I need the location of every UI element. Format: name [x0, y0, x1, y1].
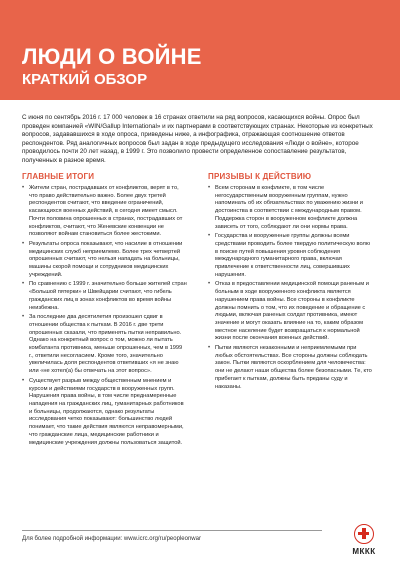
list-item: • Государства и вооруженные группы должны всеми средствами проводить более твердую политическую волю в поиске путей повышения уровня соблюдения международного гуманитарного права, включая привлечение к ответственности лиц, совершивших нарушения. [208, 233, 374, 279]
intro-paragraph: С июня по сентябрь 2016 г. 17 000 человек в 16 странах ответили на ряд вопросов, касающихся войны. Опрос был проведен компанией «WIN/Gallup International» и их партнерами в соответствующих странах. Некоторые из конкретных вопросов, задававшихся в ходе опроса, приведены ниже, а инфографика, отражающая соотношение ответов респондентов. Ряд аналогичных вопросов был задан в ходе предыдущего исследования «Люди о войне», которое проводилось почти 20 лет назад, в 1999 г. Это позволило провести определенное сопоставление результатов, полученных в разное время. [22, 114, 373, 164]
footer-divider [22, 530, 322, 531]
list-item: • Всем сторонам в конфликте, в том числе негосударственным вооруженным группам, нужно напоминать об их обязательствах по уважению жизни и достоинства в соответствии с международным правом. Поддержка сторон в вооруженном конфликте должна зависеть от того, соблюдают ли они нормы права. [208, 185, 374, 231]
footer-link-text[interactable]: Для более подробной информации: www.icrc.org/ru/peopleonwar [22, 536, 201, 542]
page-subtitle: КРАТКИЙ ОБЗОР [22, 71, 148, 88]
key-findings-column [22, 172, 188, 449]
red-cross-icon [354, 524, 374, 544]
list-item: • Существует разрыв между общественным мнением и курсом и действиями государств в вооруженных групп. Нарушения права войны, в том числе преднамеренные нападения на гражданских лиц, гуманитарных работников и больницы, продолжаются, однако результаты исследования четко показывают: большинство людей понимает, что такие действия являются неправомерными, что гражданские лица, медицинские работники и медицинские учреждения должны пользоваться защитой. [22, 378, 188, 447]
list-item: • Жители стран, пострадавших от конфликтов, верят в то, что право действительно важно. Более двух третей респондентов считают, что введение ограничений, касающихся военных действий, в сегодня имеет смысл. Почти половина опрошенных в странах, пострадавших от конфликтов, считают, что Женевские конвенции не позволяют войнам становиться более жестокими. [22, 185, 188, 239]
list-item: • Результаты опроса показывают, что насилие в отношении медицинских служб неприемлемо. Более трех четвертей опрошенных считают, что нельзя нападать на больницы, машины скорой помощи и сотрудников медицинских учреждений. [22, 241, 188, 280]
key-findings-list [22, 185, 188, 447]
list-item: • По сравнению с 1999 г. значительно больше жителей стран «Большой пятерки» и Швейцарии считают, что гибель гражданских лиц в зонах конфликтов во время войны неизбежна. [22, 281, 188, 312]
header-banner [0, 0, 400, 100]
key-findings-heading: ГЛАВНЫЕ ИТОГИ [22, 172, 95, 181]
list-item: • За последние два десятилетия произошел сдвиг в отношении общества к пыткам. В 2016 г. две трети опрошенных сказали, что применять пытки неправильно. Однако на конкретный вопрос о том, можно ли пытать комбатанта противника, меньше опрошенных, чем в 1999 г., ответили несогласием. Кроме того, значительно увеличилась доля респондентов ответивших «я не знаю или «не хотел(а) бы отвечать на этот вопрос». [22, 314, 188, 376]
page-title: ЛЮДИ О ВОЙНЕ [22, 44, 202, 69]
list-item: • Пытки являются незаконными и неприемлемыми при любых обстоятельствах. Все стороны должны соблюдать закон. Пытки являются оскорблением для человечества: они не делают наши общества более безопасными. Те, кто прибегает к пыткам, должны быть преданы суду и наказаны. [208, 345, 374, 391]
icrc-logo [344, 524, 384, 560]
list-item: • Отказ в предоставлении медицинской помощи раненым и больным в ходе вооруженного конфликта является нарушением права войны. Все стороны в конфликте должны помнить о том, что их поведение и обращение с людьми, включая раненых солдат противника, имеют значение и могут оказать влияние на то, каким образом местное население будет возвращаться к нормальной жизни после окончания военных действий. [208, 281, 374, 343]
calls-to-action-heading: ПРИЗЫВЫ К ДЕЙСТВИЮ [208, 172, 312, 181]
calls-to-action-column [208, 172, 374, 393]
calls-to-action-list [208, 185, 374, 391]
logo-text: МККК [352, 547, 376, 556]
